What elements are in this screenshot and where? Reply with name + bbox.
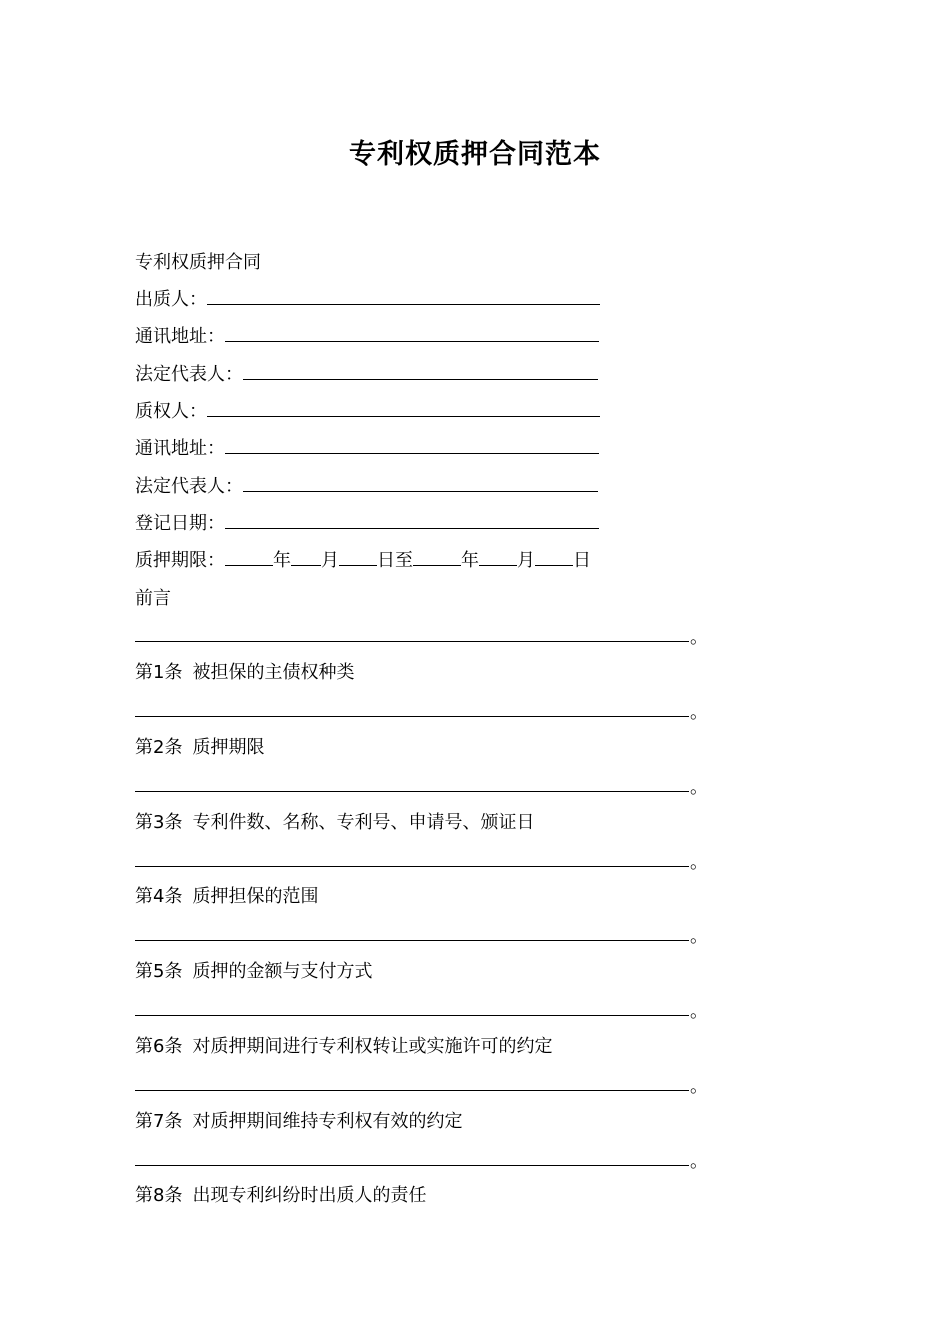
pledgee-rep-label: 法定代表人： (135, 476, 243, 497)
article-8-heading (135, 1184, 426, 1208)
article-1-fill-line (135, 716, 689, 717)
article-7-heading (135, 1110, 462, 1134)
pledgee-rep-field (135, 475, 598, 499)
period-label: 质押期限： (135, 550, 225, 571)
article-6-number: 第6条 (135, 1036, 183, 1057)
period-year2-label: 年 (461, 550, 479, 571)
article-7-fill-line (135, 1165, 689, 1166)
document-title: 专利权质押合同范本 (349, 139, 601, 170)
reg-date-blank (225, 512, 599, 529)
article-2-fill-line (135, 791, 689, 792)
pledgor-address-blank (225, 325, 599, 342)
pledgor-field (135, 288, 600, 312)
period-day2-blank (535, 549, 573, 566)
article-7-end-mark: 。 (690, 1151, 708, 1172)
article-2-heading (135, 736, 264, 760)
article-3-end-mark: 。 (690, 852, 708, 873)
pledgee-label: 质权人： (135, 401, 207, 422)
article-1-number: 第1条 (135, 662, 183, 683)
pledgor-address-label: 通讯地址： (135, 326, 225, 347)
period-year1-label: 年 (273, 550, 291, 571)
period-day1-blank (339, 549, 377, 566)
article-5-fill-line (135, 1015, 689, 1016)
article-4-end-mark: 。 (690, 926, 708, 947)
article-7-title: 对质押期间维持专利权有效的约定 (192, 1111, 463, 1132)
article-3-fill-line (135, 866, 689, 867)
article-2-number: 第2条 (135, 737, 183, 758)
article-6-title: 对质押期间进行专利权转让或实施许可的约定 (192, 1036, 553, 1057)
pledgee-address-label: 通讯地址： (135, 438, 225, 459)
article-3-number: 第3条 (135, 812, 183, 833)
pledgor-rep-blank (243, 363, 598, 380)
article-1-heading (135, 661, 354, 685)
pledgee-field (135, 400, 600, 424)
preface-fill-line (135, 641, 689, 642)
article-7-number: 第7条 (135, 1111, 183, 1132)
article-5-title: 质押的金额与支付方式 (192, 961, 373, 982)
article-2-title: 质押期限 (192, 737, 265, 758)
preface-end-mark: 。 (690, 627, 708, 648)
reg-date-field (135, 512, 599, 536)
period-day1-label: 日至 (377, 550, 413, 571)
article-4-number: 第4条 (135, 886, 183, 907)
article-2-end-mark: 。 (690, 777, 708, 798)
article-6-fill-line (135, 1090, 689, 1091)
period-month2-blank (479, 549, 517, 566)
article-6-end-mark: 。 (690, 1076, 708, 1097)
period-day2-label: 日 (573, 550, 591, 571)
pledgor-blank (207, 288, 600, 305)
pledgor-rep-label: 法定代表人： (135, 364, 243, 385)
pledgor-address-field (135, 325, 599, 349)
article-3-title: 专利件数、名称、专利号、申请号、颁证日 (192, 812, 535, 833)
article-5-heading (135, 960, 372, 984)
pledgee-blank (207, 400, 600, 417)
article-4-fill-line (135, 940, 689, 941)
article-4-heading (135, 885, 318, 909)
period-month1-blank (291, 549, 321, 566)
article-1-title: 被担保的主债权种类 (192, 662, 355, 683)
contract-subtitle: 专利权质押合同 (135, 252, 261, 273)
article-8-title: 出现专利纠纷时出质人的责任 (192, 1185, 427, 1206)
period-year2-blank (413, 549, 461, 566)
pledge-period-field (135, 549, 591, 573)
article-8-number: 第8条 (135, 1185, 183, 1206)
preface-heading: 前言 (135, 588, 171, 609)
reg-date-label: 登记日期： (135, 513, 225, 534)
pledgor-label: 出质人： (135, 289, 207, 310)
pledgee-address-field (135, 437, 599, 461)
pledgee-address-blank (225, 437, 599, 454)
pledgor-rep-field (135, 363, 598, 387)
period-year1-blank (225, 549, 273, 566)
article-6-heading (135, 1035, 552, 1059)
article-3-heading (135, 811, 534, 835)
period-month1-label: 月 (321, 550, 339, 571)
article-1-end-mark: 。 (690, 702, 708, 723)
pledgee-rep-blank (243, 475, 598, 492)
article-5-number: 第5条 (135, 961, 183, 982)
article-5-end-mark: 。 (690, 1001, 708, 1022)
period-month2-label: 月 (517, 550, 535, 571)
article-4-title: 质押担保的范围 (192, 886, 319, 907)
